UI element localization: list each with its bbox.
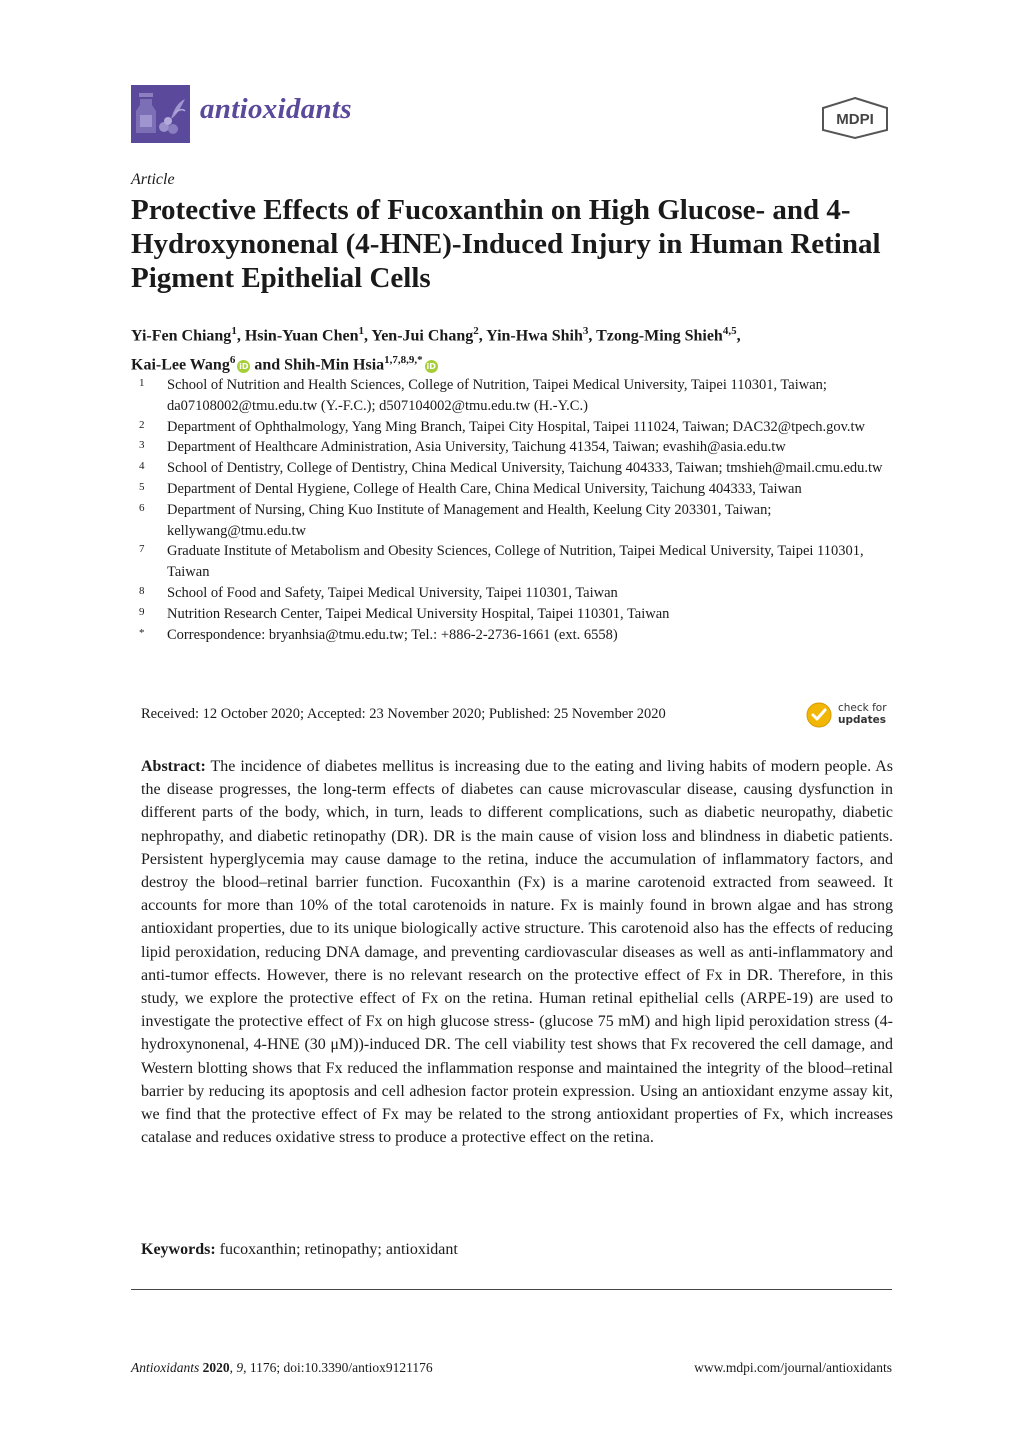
affiliation-text: Department of Dental Hygiene, College of Health Care, China Medical University, Taichung 404333, Taiwan (167, 480, 802, 497)
author-name: Kai-Lee Wang (131, 356, 230, 374)
footer-journal: Antioxidants (131, 1360, 200, 1375)
affiliation-item (131, 479, 901, 500)
affiliation-number: * (139, 626, 145, 639)
check-for-updates-button[interactable] (805, 700, 895, 730)
affiliation-text: Department of Ophthalmology, Yang Ming Branch, Taipei City Hospital, Taipei 111024, Taiwan; DAC32@tpech.gov.tw (167, 418, 866, 435)
affiliation-item (131, 541, 901, 583)
footer-year: 2020 (202, 1360, 230, 1375)
keywords (141, 1241, 458, 1259)
journal-logo-icon (131, 85, 190, 143)
mdpi-logo-icon[interactable] (819, 96, 891, 140)
affiliations-list (131, 375, 901, 645)
affiliation-text: Graduate Institute of Metabolism and Obesity Sciences, College of Nutrition, Taipei Medical University, Taipei 110301, Taiwan (167, 543, 864, 581)
author-separator: and (250, 356, 285, 374)
affiliation-item (131, 604, 901, 625)
footer-volume: 9 (236, 1360, 244, 1375)
author-separator: , (364, 327, 372, 345)
affiliation-text: School of Dentistry, College of Dentistry, China Medical University, Taichung 404333, Taiwan; tmshieh@mail.cmu.edu.tw (167, 460, 883, 477)
affiliation-item (131, 500, 901, 542)
affiliation-number: 9 (139, 605, 145, 618)
article-type: Article (131, 171, 175, 188)
footer-doi: , 1176; doi:10.3390/antiox9121176 (243, 1360, 433, 1375)
author-name: Yi-Fen Chiang (131, 327, 232, 345)
section-divider (131, 1289, 892, 1290)
abstract (141, 755, 893, 1149)
correspondence-item (131, 625, 901, 646)
author-affil-ref: 1 (358, 325, 364, 337)
author-separator: , (478, 327, 487, 345)
correspondence-text: Correspondence: bryanhsia@tmu.edu.tw; Tel.: +886-2-2736-1661 (ext. 6558) (167, 626, 618, 643)
author-affil-ref: 6 (229, 354, 236, 367)
affiliation-item (131, 375, 901, 417)
author-name: Shih-Min Hsia (284, 356, 385, 374)
article-title: Protective Effects of Fucoxanthin on High Glucose- and 4-Hydroxynonenal (4-HNE)-Induced Injury in Human Retinal Pigment Epithelial Cells (131, 194, 881, 294)
affiliation-text: School of Food and Safety, Taipei Medical University, Taipei 110301, Taiwan (167, 584, 618, 601)
abstract-text: The incidence of diabetes mellitus is increasing due to the eating and living habits of modern people. As the disease progresses, the long-term effects of diabetes can cause microvascular disease, causing dysfunction in different parts of the body, which, in turn, leads to different complications, such as diabetic neuropathy, diabetic nephropathy, and diabetic retinopathy (DR). DR is the main cause of vision loss and blindness in diabetic patients. Persistent hyperglycemia may cause damage to the retina, induce the accumulation of inflammatory factors, and destroy the blood–retinal barrier function. Fucoxanthin (Fx) is a marine carotenoid extracted from seaweed. It accounts for more than 10% of the total carotenoids in nature. Fx is mainly found in brown algae and has strong antioxidant properties, due to its unique biologically active structure. This carotenoid also has the effects of reducing lipid peroxidation, reducing DNA damage, and preventing cardiovascular diseases as well as anti-inflammatory and anti-tumor effects. However, there is no relevant research on the protective effect of Fx in DR. Therefore, in this study, we explore the protective effect of Fx on the retina. Human retinal epithelial cells (ARPE-19) are used to investigate the protective effect of Fx on high glucose stress- (glucose 75 mM) and high lipid peroxidation stress (4-hydroxynonenal, 4-HNE (30 μM))-induced DR. The cell viability test shows that Fx recovered the cell damage, and Western blotting shows that Fx reduced the inflammation response and maintained the integrity of the blood–retinal barrier by reducing its apoptosis and cell adhesion factor protein expression. Using an antioxidant enzyme assay kit, we find that the protective effect of Fx may be related to the strong antioxidant properties of Fx, which increases catalase and reduces oxidative stress to produce a protective effect on the retina. (141, 758, 893, 1147)
publication-dates: Received: 12 October 2020; Accepted: 23 November 2020; Published: 25 November 2020 (141, 706, 666, 722)
affiliation-text: School of Nutrition and Health Sciences, College of Nutrition, Taipei Medical University, Taipei 110301, Taiwan; da07108002@tmu.edu.tw (Y.-F.C.); d507104002@tmu.edu.tw (H.-Y.C.) (167, 377, 827, 414)
author-name: Tzong-Ming Shieh (596, 327, 723, 345)
affiliation-item (131, 417, 901, 438)
affiliation-number: 5 (139, 480, 145, 493)
author-affil-ref: 3 (582, 325, 589, 337)
author-separator: , (736, 327, 741, 345)
author-name: Yin-Hwa Shih (486, 327, 583, 345)
affiliation-number: 2 (139, 418, 145, 431)
author-separator: , (588, 327, 597, 345)
check-for-updates-line2: updates (838, 714, 886, 726)
check-for-updates-line1: check for (838, 702, 887, 714)
author-name: Hsin-Yuan Chen (244, 327, 359, 345)
keywords-label: Keywords: (141, 1241, 216, 1258)
affiliation-text: Department of Healthcare Administration, Asia University, Taichung 41354, Taiwan; evashih@asia.edu.tw (167, 439, 786, 456)
journal-url-link[interactable]: www.mdpi.com/journal/antioxidants (694, 1360, 892, 1375)
citation-footer: Antioxidants 2020, 9, 1176; doi:10.3390/antiox9121176 (131, 1360, 433, 1375)
affiliation-item (131, 583, 901, 604)
affiliation-number: 8 (139, 584, 145, 597)
keywords-text: fucoxanthin; retinopathy; antioxidant (219, 1241, 458, 1258)
author-affil-ref: 4,5 (722, 325, 737, 337)
affiliation-number: 7 (139, 543, 145, 556)
mdpi-text: MDPI (836, 111, 874, 128)
affiliation-item (131, 458, 901, 479)
check-for-updates-icon (805, 700, 835, 730)
affiliation-text: Department of Nursing, Ching Kuo Institute of Management and Health, Keelung City 203301, Taiwan; kellywang@tmu.edu.tw (167, 501, 772, 539)
affiliation-number: 6 (139, 501, 145, 514)
orcid-icon[interactable]: iD (239, 361, 249, 371)
affiliation-number: 3 (139, 439, 145, 452)
abstract-label: Abstract: (141, 758, 206, 775)
author-name: Yen-Jui Chang (371, 327, 474, 345)
affiliation-text: Nutrition Research Center, Taipei Medical University Hospital, Taipei 110301, Taiwan (167, 605, 670, 622)
author-affil-ref: 2 (473, 325, 479, 337)
author-affil-ref: 1,7,8,9,* (384, 354, 423, 367)
author-list (131, 319, 891, 378)
affiliation-number: 1 (139, 377, 145, 389)
author-affil-ref: 1 (231, 325, 237, 337)
affiliation-number: 4 (139, 460, 145, 473)
journal-name: antioxidants (200, 93, 352, 125)
author-separator: , (236, 327, 245, 345)
affiliation-item (131, 437, 901, 458)
orcid-icon[interactable]: iD (426, 361, 436, 371)
